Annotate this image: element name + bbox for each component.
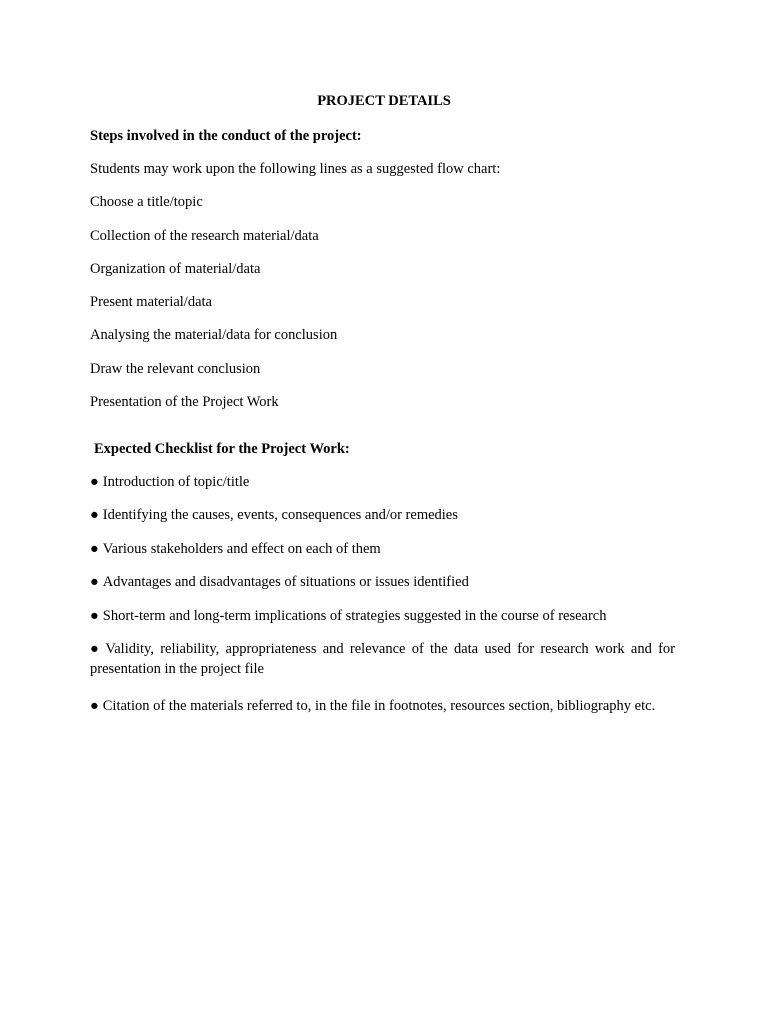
bullet-icon: ● bbox=[90, 698, 99, 714]
step-item: Present material/data bbox=[90, 294, 212, 310]
bullet-icon: ● bbox=[90, 507, 99, 523]
checklist-item bbox=[90, 505, 680, 525]
checklist-item bbox=[90, 572, 680, 592]
checklist-item bbox=[90, 472, 680, 492]
checklist-item bbox=[90, 696, 680, 716]
step-item: Analysing the material/data for conclusion bbox=[90, 327, 338, 343]
checklist-heading: Expected Checklist for the Project Work: bbox=[94, 441, 350, 457]
checklist-item-text: Identifying the causes, events, consequences and/or remedies bbox=[102, 507, 458, 523]
checklist-item bbox=[90, 606, 680, 626]
step-item: Collection of the research material/data bbox=[90, 228, 319, 244]
checklist-item-text: Advantages and disadvantages of situations or issues identified bbox=[102, 574, 469, 590]
bullet-icon: ● bbox=[90, 641, 102, 657]
checklist-item-text: Validity, reliability, appropriateness and relevance of the data used for research work and for presentation in the project file bbox=[90, 641, 675, 677]
page-title: PROJECT DETAILS bbox=[317, 93, 451, 109]
intro-text: Students may work upon the following lines as a suggested flow chart: bbox=[90, 161, 501, 177]
checklist-item bbox=[90, 639, 675, 679]
steps-heading: Steps involved in the conduct of the project: bbox=[90, 128, 362, 144]
step-item: Organization of material/data bbox=[90, 261, 261, 277]
bullet-icon: ● bbox=[90, 541, 99, 557]
bullet-icon: ● bbox=[90, 574, 99, 590]
checklist-item-text: Short-term and long-term implications of strategies suggested in the course of research bbox=[102, 608, 607, 624]
bullet-icon: ● bbox=[90, 474, 99, 490]
step-item: Choose a title/topic bbox=[90, 194, 203, 210]
checklist-item bbox=[90, 539, 680, 559]
checklist-item-text: Introduction of topic/title bbox=[102, 474, 250, 490]
checklist-item-text: Various stakeholders and effect on each of them bbox=[102, 541, 381, 557]
bullet-icon: ● bbox=[90, 608, 99, 624]
checklist-item-text: Citation of the materials referred to, in the file in footnotes, resources section, bibliography etc. bbox=[102, 698, 656, 714]
step-item: Presentation of the Project Work bbox=[90, 394, 279, 410]
step-item: Draw the relevant conclusion bbox=[90, 361, 261, 377]
